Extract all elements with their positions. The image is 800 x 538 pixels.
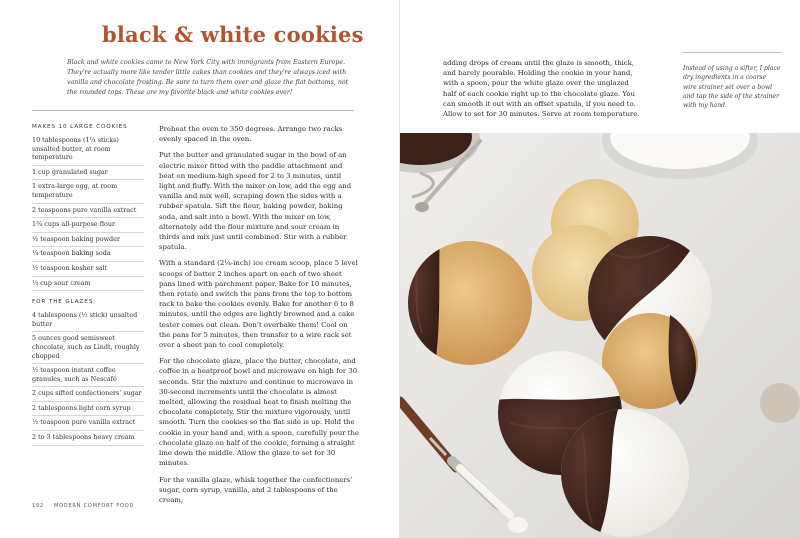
ingredient-item: ½ teaspoon kosher salt bbox=[32, 262, 144, 277]
side-note: Instead of using a sifter, I place dry ingredients in a coarse wire strainer set over a bowl and tap the side of the strainer with my hand. bbox=[683, 65, 781, 110]
method-paragraph: For the chocolate glaze, place the butter, chocolate, and coffee in a heatproof bowl and microwave on high for 30 seconds. Stir the mixture and continue to microwave in 30-second increments until the chocolate is almost melted, allowing the residual heat to finish melting the chocolate completely. Stir the mixture vigorously, until smooth. Turn the cookies so the flat side is up. Hold the cookie in your hand and, with a spoon, carefully pour the chocolate glaze on half of the cookie, forming a straight line down the middle. Allow the glaze to set for 30 minutes. bbox=[159, 357, 359, 468]
ingredient-item: ½ teaspoon pure vanilla extract bbox=[32, 416, 144, 431]
method-column bbox=[159, 124, 359, 511]
ingredient-item: 1 extra-large egg, at room temperature bbox=[32, 180, 144, 203]
glaze-heading: FOR THE GLAZES: bbox=[32, 299, 96, 306]
ingredient-item: 2 teaspoons pure vanilla extract bbox=[32, 204, 144, 219]
ingredient-item: 1¾ cups all-purpose flour bbox=[32, 218, 144, 233]
method-paragraph: For the vanilla glaze, whisk together the confectioners’ sugar, corn syrup, vanilla, and 2 tablespoons of the cream, bbox=[159, 475, 353, 504]
ingredient-item: 5 ounces good semisweet chocolate, such as Lindt, roughly chopped bbox=[32, 332, 144, 364]
ingredient-item: 1 cup granulated sugar bbox=[32, 166, 144, 181]
cookie-illustration bbox=[400, 133, 800, 538]
right-page bbox=[400, 0, 800, 538]
page-number: 192 bbox=[32, 503, 44, 509]
ingredient-item: ½ teaspoon instant coffee granules, such as Nescafé bbox=[32, 364, 144, 387]
ingredient-item: ⅓ cup sour cream bbox=[32, 277, 144, 292]
ingredient-item: 2 tablespoons light corn syrup bbox=[32, 402, 144, 417]
ingredients-column bbox=[32, 124, 144, 446]
ingredient-item: 10 tablespoons (1¼ sticks) unsalted butter, at room temperature bbox=[32, 134, 144, 166]
ingredient-item: ½ teaspoon baking powder bbox=[32, 233, 144, 248]
cookie-photo bbox=[400, 133, 800, 538]
method-paragraph: With a standard (2¼-inch) ice cream scoop, place 5 level scoops of batter 2 inches apart on each of two sheet pans lined with parchment paper. Bake for 10 minutes, then rotate and switch the pans from the top to bottom rack to bake the cookies evenly. Bake for another 6 to 8 minutes, until the edges are lightly browned and a cake tester comes out clean. Don’t overbake them! Cool on the pans for 5 minutes, then transfer to a wire rack set over a sheet pan to cool completely. bbox=[159, 259, 358, 350]
ingredient-list bbox=[32, 134, 144, 291]
recipe-title: black & white cookies bbox=[102, 22, 364, 47]
method-continued-column bbox=[443, 58, 643, 125]
ingredient-item: 2 to 3 tablespoons heavy cream bbox=[32, 431, 144, 446]
recipe-intro: Black and white cookies came to New York City with immigrants from Eastern Europe. They’re actually more like tender little cakes than cookies and they’re always iced with vanilla and chocolate frosting. Be sure to turn them over and glaze the flat bottoms, not the rounded tops. These are my favorite black and white cookies ever! bbox=[67, 59, 349, 96]
ingredient-item: ¼ teaspoon baking soda bbox=[32, 247, 144, 262]
method-paragraph: adding drops of cream until the glaze is smooth, thick, and barely pourable. Holding the cookie in your hand, with a spoon, pour the white glaze over the unglazed half of each cookie right up to the chocolate glaze. You can smooth it out with an offset spatula, if you need to. Allow to set for 30 minutes. Serve at room temperature. bbox=[443, 59, 640, 119]
method-paragraph: Preheat the oven to 350 degrees. Arrange two racks evenly spaced in the oven. bbox=[159, 125, 343, 144]
page-footer bbox=[32, 503, 134, 509]
divider bbox=[32, 110, 354, 111]
side-note-rule bbox=[683, 52, 781, 53]
glaze-ingredient-list bbox=[32, 309, 144, 446]
ingredient-item: 4 tablespoons (½ stick) unsalted butter bbox=[32, 309, 144, 332]
yield-heading: MAKES 10 LARGE COOKIES bbox=[32, 124, 128, 130]
method-paragraph: Put the butter and granulated sugar in the bowl of an electric mixer fitted with the paddle attachment and beat on medium-high speed for 2 to 3 minutes, until light and fluffy. With the mixer on low, add the egg and vanilla and mix well, scraping down the sides with a rubber spatula. Sift the flour, baking powder, baking soda, and salt into a bowl. With the mixer on low, alternately add the flour mixture and sour cream in thirds and mix just until combined. Stir with a rubber spatula. bbox=[159, 151, 352, 252]
ingredient-item: 2 cups sifted confectioners’ sugar bbox=[32, 387, 144, 402]
running-title: MODERN COMFORT FOOD bbox=[53, 503, 135, 509]
